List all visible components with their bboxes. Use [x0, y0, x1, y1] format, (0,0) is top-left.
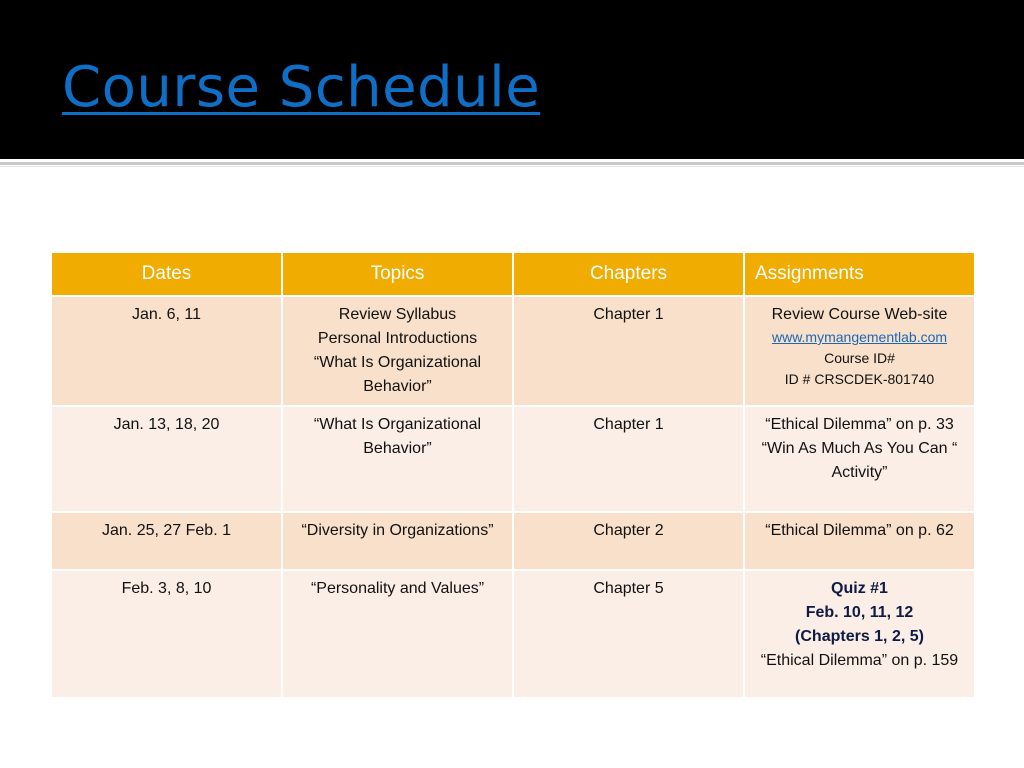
- assignment-line: Review Course Web-site: [771, 306, 948, 323]
- cell-dates: Jan. 25, 27 Feb. 1: [51, 512, 282, 570]
- page-title: Course Schedule: [62, 55, 541, 120]
- quiz-dates: Feb. 10, 11, 12: [805, 604, 914, 621]
- column-header-assignments: Assignments: [744, 252, 975, 296]
- assignment-line: “Ethical Dilemma” on p. 62: [765, 522, 954, 539]
- column-header-dates: Dates: [51, 252, 282, 296]
- cell-topics: [282, 296, 513, 406]
- assignment-line: “Ethical Dilemma” on p. 33: [765, 416, 954, 433]
- cell-assignments: [744, 512, 975, 570]
- cell-chapters: Chapter 1: [513, 296, 744, 406]
- cell-chapters: Chapter 5: [513, 570, 744, 698]
- schedule-table: [50, 251, 976, 699]
- topic-line: Review Syllabus: [338, 306, 457, 323]
- quiz-label: Quiz #1: [831, 580, 888, 597]
- cell-chapters: Chapter 1: [513, 406, 744, 512]
- course-website-link[interactable]: www.mymangementlab.com: [771, 329, 948, 345]
- cell-assignments: [744, 296, 975, 406]
- cell-assignments: [744, 570, 975, 698]
- assignment-line: ID # CRSCDEK-801740: [784, 371, 935, 387]
- cell-dates: Jan. 6, 11: [51, 296, 282, 406]
- table-row: [51, 296, 975, 406]
- assignment-line: “Win As Much As You Can “ Activity”: [761, 440, 958, 481]
- quiz-chapters: (Chapters 1, 2, 5): [795, 628, 924, 645]
- cell-dates: Feb. 3, 8, 10: [51, 570, 282, 698]
- divider: [0, 162, 1024, 165]
- table-header-row: [51, 252, 975, 296]
- cell-topics: [282, 570, 513, 698]
- cell-topics: [282, 512, 513, 570]
- title-bar: [0, 0, 1024, 159]
- cell-assignments: [744, 406, 975, 512]
- assignment-line: Course ID#: [824, 350, 895, 366]
- column-header-chapters: Chapters: [513, 252, 744, 296]
- topic-line: “What Is Organizational Behavior”: [313, 354, 482, 395]
- table-row: [51, 570, 975, 698]
- cell-dates: Jan. 13, 18, 20: [51, 406, 282, 512]
- table-row: [51, 406, 975, 512]
- topic-line: “What Is Organizational Behavior”: [313, 416, 482, 457]
- cell-chapters: Chapter 2: [513, 512, 744, 570]
- cell-topics: [282, 406, 513, 512]
- assignment-line: “Ethical Dilemma” on p. 159: [760, 652, 959, 669]
- table-row: [51, 512, 975, 570]
- column-header-topics: Topics: [282, 252, 513, 296]
- divider-thin: [0, 166, 1024, 167]
- topic-line: “Personality and Values”: [310, 580, 485, 597]
- topic-line: Personal Introductions: [317, 330, 478, 347]
- topic-line: “Diversity in Organizations”: [301, 522, 494, 539]
